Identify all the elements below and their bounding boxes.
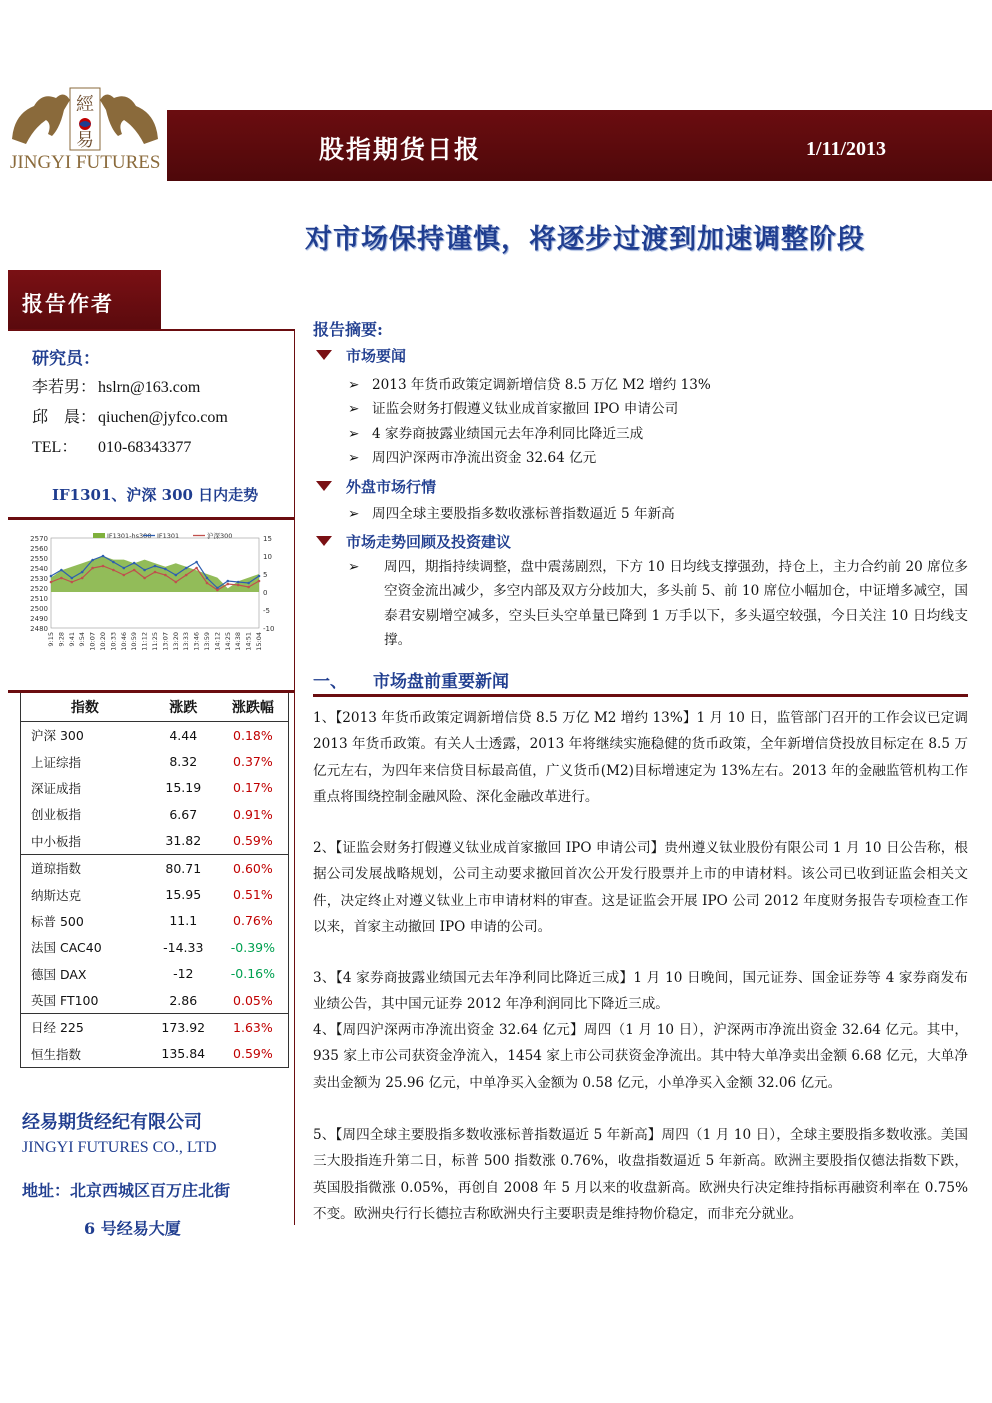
table-row [21,722,289,749]
y-tick-label: 2510 [30,595,48,603]
data-point [175,581,178,584]
table-row [21,934,289,960]
table-header-row [21,693,289,722]
data-point [258,580,261,583]
data-point [112,569,115,572]
news-paragraph: 4、【周四沪深两市净流出资金 32.64 亿元】周四（1 月 10 日），沪深两市净流出资金 32.64 亿元。其中，935 家上市公司获资金净流入，1454 家上市公司获资金净流出。其中特大单净卖出金额 6.68 亿元，大单净卖出金额为 25.96 亿元，中单净买入金额为 0.58 亿元，小单净买入金额 32.06 亿元。 [313,1022,968,1091]
index-name: 德国 DAX [31,966,87,982]
data-point [81,571,84,574]
y2-tick-label: 15 [263,535,272,543]
news-paragraph: 5、【周四全球主要股指多数收涨标普指数逼近 5 年新高】周四（1 月 10 日），全球主要股指多数收涨。美国三大股指连升第二日，标普 500 指数涨 0.76%，收盘指数逼近 5 年新高。欧洲主要股指仅德法指数下跌，英国股指微涨 0.05%，再创自 2008 年 5 月以来的收盘新高。欧洲央行决定维持指标再融资利率在 0.75%不变。欧洲央行行长德拉吉称欧洲央行主要职责是维持物价稳定，而非充分就业。 [313,1127,968,1222]
part-title [313,667,509,692]
chevron-right-icon: ➢ [348,559,360,575]
x-tick-label: 10:07 [88,632,97,651]
section-label: 外盘市场行情 [346,478,437,496]
table-row [21,1041,289,1068]
data-point [216,589,219,592]
x-tick-label: 14:12 [213,632,222,651]
x-tick-label: 9:28 [57,632,66,647]
table-row [21,854,289,881]
bullet-text: 周四沪深两市净流出资金 32.64 亿元 [372,450,597,466]
arrow-down-icon [316,536,332,546]
intraday-chart-svg [23,524,289,676]
index-change-pct: 1.63% [233,1019,273,1035]
data-point [258,575,261,578]
chevron-right-icon: ➢ [348,401,360,417]
bullet-text: 证监会财务打假遵义钛业成首家撤回 IPO 申请公司 [372,401,679,417]
column-header: 指数 [21,693,149,722]
data-point [143,569,146,572]
series-area-if1301-hs300 [51,556,259,592]
divider [313,694,968,697]
x-tick-label: 13:33 [182,632,191,651]
y-tick-label: 2500 [30,605,48,613]
data-point [102,565,105,568]
part-title-text: 市场盘前重要新闻 [373,672,509,692]
y2-tick-label: 5 [263,571,268,579]
index-name: 上证综指 [31,754,82,770]
arrow-down-icon [316,481,332,491]
data-point [102,555,105,558]
table-row [21,1014,289,1041]
index-name: 恒生指数 [31,1046,82,1062]
y2-tick-label: 10 [263,553,272,561]
x-tick-label: 13:46 [192,632,201,651]
y-tick-label: 2560 [30,545,48,553]
table-row [21,748,289,774]
contact-row [32,434,191,457]
x-tick-label: 14:51 [244,632,253,651]
index-name: 标普 500 [31,913,84,929]
data-point [175,574,178,577]
index-change-pct: 0.76% [233,913,273,929]
index-change: 135.84 [161,1046,206,1062]
index-name: 道琼指数 [31,861,82,877]
legend-label: 沪深300 [207,532,233,540]
y2-tick-label: -10 [263,625,275,633]
index-change: 8.32 [169,754,198,770]
bullet-text: 2013 年货币政策定调新增信贷 8.5 万亿 M2 增约 13% [372,377,711,393]
index-change-pct: 0.59% [218,828,289,855]
column-header: 涨跌幅 [218,693,289,722]
svg-text:易: 易 [76,130,94,151]
y-tick-label: 2540 [30,565,48,573]
data-point [247,582,250,585]
section-label: 市场走势回顾及投资建议 [346,533,512,551]
researcher-label: 研究员： [32,349,100,369]
legend-label: IF1301 [157,532,180,540]
address-line: 6 号经易大厦 [84,1219,181,1238]
index-change-pct: 0.18% [233,727,273,743]
intraday-chart [23,524,289,676]
index-change: 2.86 [149,987,218,1014]
chevron-right-icon: ➢ [348,377,360,393]
index-change-pct: 0.59% [233,1046,273,1062]
contact-email[interactable]: hslrn@163.com [98,379,201,396]
data-point [154,565,157,568]
index-name: 纳斯达克 [31,887,82,903]
summary-bullet [348,446,596,466]
index-change: 173.92 [161,1019,206,1035]
index-name: 创业板指 [31,807,82,823]
index-change: 31.82 [149,828,218,855]
index-change: 11.1 [169,913,198,929]
data-point [247,586,250,589]
data-point [143,577,146,580]
y-tick-label: 2570 [30,535,48,543]
logo-wordmark: JINGYI FUTURES [10,152,161,173]
summary-title: 报告摘要: [313,320,383,339]
contact-phone: 010-68343377 [98,439,192,456]
data-point [185,574,188,577]
x-tick-label: 11:12 [140,632,149,651]
data-point [123,574,126,577]
data-point [154,571,157,574]
summary-section-title [316,531,511,552]
index-change: 15.19 [165,780,202,796]
x-tick-label: 9:54 [78,632,87,647]
data-point [237,581,240,584]
summary-bullet [348,422,643,442]
index-change-pct: 0.05% [218,987,289,1014]
contact-email[interactable]: qiuchen@jyfco.com [98,409,228,426]
y2-tick-label: 0 [263,589,268,597]
data-point [133,569,136,572]
table-row [21,881,289,907]
part-number: 一、 [313,672,347,692]
arrow-down-icon [316,350,332,360]
index-table [20,693,289,1068]
svg-text:經: 經 [76,94,94,115]
x-tick-label: 10:20 [99,632,107,651]
address-line: 地址：北京西城区百万庄北街 [22,1181,231,1200]
x-tick-label: 10:46 [119,632,128,651]
data-point [112,561,115,564]
x-tick-label: 13:59 [203,632,211,651]
data-point [195,567,198,570]
divider [8,329,295,331]
x-tick-label: 10:33 [109,632,118,651]
data-point [206,582,209,585]
chevron-right-icon: ➢ [348,450,360,466]
header-bar [167,110,992,181]
x-tick-label: 10:59 [130,632,139,651]
data-point [50,575,53,578]
report-date: 1/11/2013 [805,138,886,160]
data-point [237,584,240,587]
data-point [164,568,167,571]
legend-label: IF1301-hs300 [107,532,152,540]
summary-bullet [348,502,675,522]
y2-tick-label: -5 [263,607,270,615]
index-change-pct: 0.51% [233,887,273,903]
summary-section-title [316,345,406,366]
index-change: 80.71 [165,860,202,876]
legend-swatch [93,533,105,538]
index-name: 日经 225 [31,1020,84,1036]
author-tab-label: 报告作者 [22,291,114,316]
index-change-pct: 0.60% [233,860,273,876]
contact-key: 李若男： [32,379,97,396]
index-name: 中小板指 [21,828,149,855]
x-tick-label: 11:25 [151,632,159,651]
summary-bullet [348,397,678,417]
bullet-text: 4 家券商披露业绩国元去年净利同比降近三成 [372,426,644,442]
author-tab [8,270,161,330]
data-point [60,577,63,580]
data-point [133,562,136,565]
x-tick-label: 9:41 [67,632,76,647]
table-row [21,775,289,801]
index-change-pct: 0.37% [233,754,273,770]
x-tick-label: 14:25 [223,632,232,651]
report-title: 股指期货日报 [319,135,482,164]
data-point [227,583,230,586]
chevron-right-icon: ➢ [348,506,360,522]
contact-row [32,374,200,397]
y-tick-label: 2490 [30,615,48,623]
chevron-right-icon: ➢ [348,426,360,442]
contact-key: TEL： [32,439,78,456]
index-change-pct: 0.91% [233,806,273,822]
index-name: 沪深 300 [31,728,84,744]
summary-bullet [348,555,968,652]
index-change: 6.67 [169,806,198,822]
data-point [206,577,209,580]
index-change: 15.95 [165,887,202,903]
data-point [164,574,167,577]
section-label: 市场要闻 [346,347,407,365]
data-point [50,581,53,584]
index-change: -14.33 [163,939,204,955]
data-point [227,580,230,583]
divider [8,517,295,520]
column-header: 涨跌 [149,693,218,722]
table-row [21,828,289,855]
column-divider [294,330,295,1225]
index-change-pct: -0.39% [230,939,276,955]
company-name-cn: 经易期货经纪有限公司 [22,1112,202,1133]
data-point [71,577,74,580]
data-point [81,577,84,580]
index-change-pct: -0.16% [230,966,276,982]
contact-key: 邱 晨： [32,409,97,426]
x-tick-label: 15:04 [255,632,263,651]
data-point [123,567,126,570]
data-point [91,567,94,570]
chart-caption: IF1301、沪深 300 日内走势 [52,486,259,504]
bullet-text: 周四全球主要股指多数收涨标普指数逼近 5 年新高 [372,506,675,522]
data-point [195,561,198,564]
table-row [21,908,289,934]
data-point [60,569,63,572]
x-tick-label: 9:15 [47,632,55,647]
index-change: 4.44 [169,727,198,743]
data-point [185,567,188,570]
x-tick-label: 14:38 [234,632,243,651]
company-name-en: JINGYI FUTURES CO., LTD [22,1139,217,1156]
contact-row [32,404,228,427]
y-tick-label: 2520 [30,585,48,593]
news-paragraph: 3、【4 家券商披露业绩国元去年净利同比降近三成】1 月 10 日晚间，国元证券、国金证券等 4 家券商发布业绩公告，其中国元证券 2012 年净利润同比下降近三成。 [313,970,968,1013]
table-row [21,987,289,1014]
x-tick-label: 13:07 [161,632,170,651]
table-row [21,801,289,827]
data-point [71,581,74,584]
index-change: -12 [173,966,194,982]
y-tick-label: 2480 [30,625,48,633]
bull-bear-logo-icon [4,84,166,154]
summary-section-title [316,476,436,497]
index-name: 深证成指 [31,780,82,796]
news-paragraph: 2、【证监会财务打假遵义钛业成首家撤回 IPO 申请公司】贵州遵义钛业股份有限公司 1 月 10 日公告称，根据公司发展战略规划，公司主动要求撤回首次公开发行股票并上市的申请材料。该公司已收到证监会相关文件，决定终止对遵义钛业上市申请材料的审查。这是证监会开展 IPO 公司 2012 年度财务报告专项检查工作以来，首家主动撤回 IPO 申请的公司。 [313,840,968,935]
index-name: 法国 CAC40 [31,940,102,956]
y-tick-label: 2530 [30,575,48,583]
news-paragraph: 1、【2013 年货币政策定调新增信贷 8.5 万亿 M2 增约 13%】1 月 10 日，监管部门召开的工作会议已定调 2013 年货币政策。有关人士透露，2013 年将继续实施稳健的货币政策，全年新增信贷投放目标定在 8.5 万亿元左右，为四年来信贷目标最高值，广义货币(M2)目标增速定为 13%左右。2013 年的金融监管机构工作重点将围绕控制金融风险、深化金融改革进行。 [313,710,968,805]
bullet-text: 周四，期指持续调整，盘中震荡剧烈，下方 10 日均线支撑强劲，持仓上，主力合约前 20 席位多空资金流出减少，多空内部及双方分歧加大，多头前 5、前 10 席位小幅加仓，中证增多减空，国泰君安剔增空减多，空头巨头空单量已降到 1 万手以下，多头逼空较强，今日关注 10 日均线支撑。 [384,559,968,648]
x-tick-label: 13:20 [171,632,180,651]
table-row [21,961,289,987]
data-point [91,559,94,562]
summary-bullet [348,373,711,393]
y-tick-label: 2550 [30,555,48,563]
index-change-pct: 0.17% [233,780,273,796]
index-name: 英国 FT100 [21,987,149,1014]
headline: 对市场保持谨慎，将逐步过渡到加速调整阶段 [305,224,865,255]
